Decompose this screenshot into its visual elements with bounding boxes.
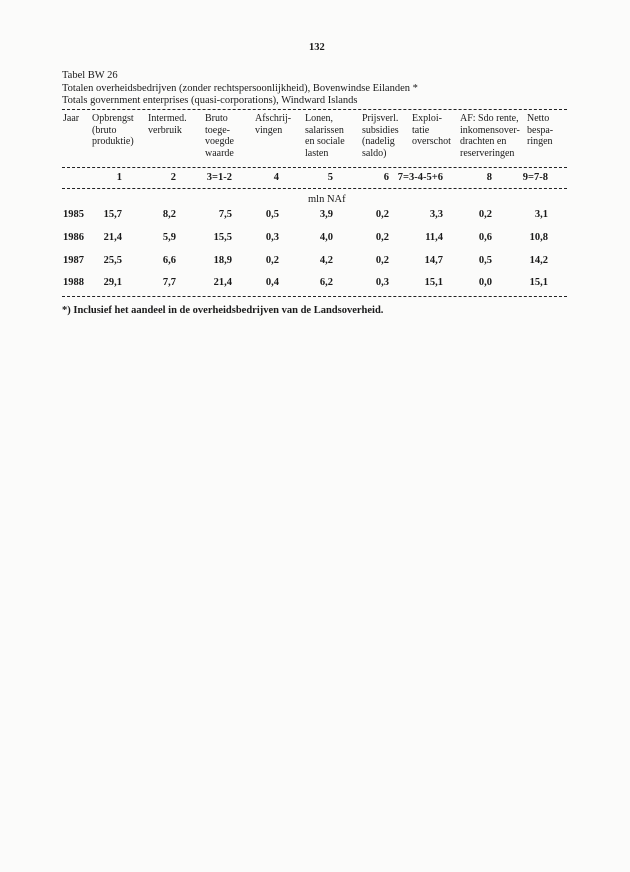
- year-cell: 1985: [63, 209, 84, 220]
- table-title-en: Totals government enterprises (quasi-corporations), Windward Islands: [62, 95, 358, 106]
- footnote: *) Inclusief het aandeel in de overheidsbedrijven van de Landsoverheid.: [62, 305, 384, 316]
- column-header: Exploi- tatie overschot: [412, 113, 451, 148]
- value-cell: 0,2: [265, 255, 279, 266]
- value-cell: 0,5: [478, 255, 492, 266]
- value-cell: 6,2: [319, 277, 333, 288]
- value-cell: 0,3: [375, 277, 389, 288]
- value-cell: 7,5: [218, 209, 232, 220]
- value-cell: 3,9: [319, 209, 333, 220]
- column-header: Jaar: [63, 113, 80, 124]
- value-cell: 6,6: [162, 255, 176, 266]
- value-cell: 3,1: [534, 209, 548, 220]
- value-cell: 7,7: [162, 277, 176, 288]
- value-cell: 0,6: [478, 232, 492, 243]
- column-number: 8: [486, 172, 492, 183]
- column-number: 4: [273, 172, 279, 183]
- year-cell: 1987: [63, 255, 84, 266]
- value-cell: 15,1: [529, 277, 548, 288]
- column-header: Prijsverl. subsidies (nadelig saldo): [362, 113, 399, 159]
- value-cell: 0,2: [375, 255, 389, 266]
- divider: [62, 109, 567, 110]
- value-cell: 15,5: [213, 232, 232, 243]
- value-cell: 25,5: [103, 255, 122, 266]
- value-cell: 5,9: [162, 232, 176, 243]
- table-title-nl: Totalen overheidsbedrijven (zonder rechtspersoonlijkheid), Bovenwindse Eilanden *: [62, 83, 418, 94]
- column-header: Afschrij- vingen: [255, 113, 292, 136]
- column-header: Netto bespa- ringen: [527, 113, 554, 148]
- column-number: 9=7-8: [522, 172, 548, 183]
- column-header: AF: Sdo rente, inkomensover- drachten en reserveringen: [460, 113, 520, 159]
- value-cell: 29,1: [103, 277, 122, 288]
- value-cell: 0,4: [265, 277, 279, 288]
- column-header: Intermed. verbruik: [148, 113, 187, 136]
- column-number: 5: [327, 172, 333, 183]
- value-cell: 0,5: [265, 209, 279, 220]
- column-number: 1: [116, 172, 122, 183]
- value-cell: 0,2: [375, 232, 389, 243]
- unit-label: mln NAf: [308, 194, 346, 205]
- value-cell: 0,3: [265, 232, 279, 243]
- column-number: 2: [170, 172, 176, 183]
- value-cell: 18,9: [213, 255, 232, 266]
- column-number: 7=3-4-5+6: [397, 172, 443, 183]
- year-cell: 1986: [63, 232, 84, 243]
- value-cell: 15,7: [103, 209, 122, 220]
- table-id: Tabel BW 26: [62, 70, 118, 81]
- value-cell: 0,2: [478, 209, 492, 220]
- value-cell: 15,1: [424, 277, 443, 288]
- value-cell: 0,2: [375, 209, 389, 220]
- value-cell: 11,4: [425, 232, 443, 243]
- page-number: 132: [309, 42, 325, 53]
- value-cell: 14,2: [529, 255, 548, 266]
- divider: [62, 188, 567, 189]
- value-cell: 14,7: [424, 255, 443, 266]
- column-header: Bruto toege- voegde waarde: [205, 113, 234, 159]
- column-number: 6: [383, 172, 389, 183]
- value-cell: 0,0: [478, 277, 492, 288]
- value-cell: 10,8: [529, 232, 548, 243]
- value-cell: 21,4: [213, 277, 232, 288]
- divider: [62, 296, 567, 297]
- value-cell: 3,3: [429, 209, 443, 220]
- column-header: Lonen, salarissen en sociale lasten: [305, 113, 345, 159]
- column-header: Opbrengst (bruto produktie): [92, 113, 134, 148]
- year-cell: 1988: [63, 277, 84, 288]
- value-cell: 8,2: [162, 209, 176, 220]
- divider: [62, 167, 567, 168]
- value-cell: 4,2: [319, 255, 333, 266]
- value-cell: 4,0: [319, 232, 333, 243]
- value-cell: 21,4: [103, 232, 122, 243]
- column-number: 3=1-2: [206, 172, 232, 183]
